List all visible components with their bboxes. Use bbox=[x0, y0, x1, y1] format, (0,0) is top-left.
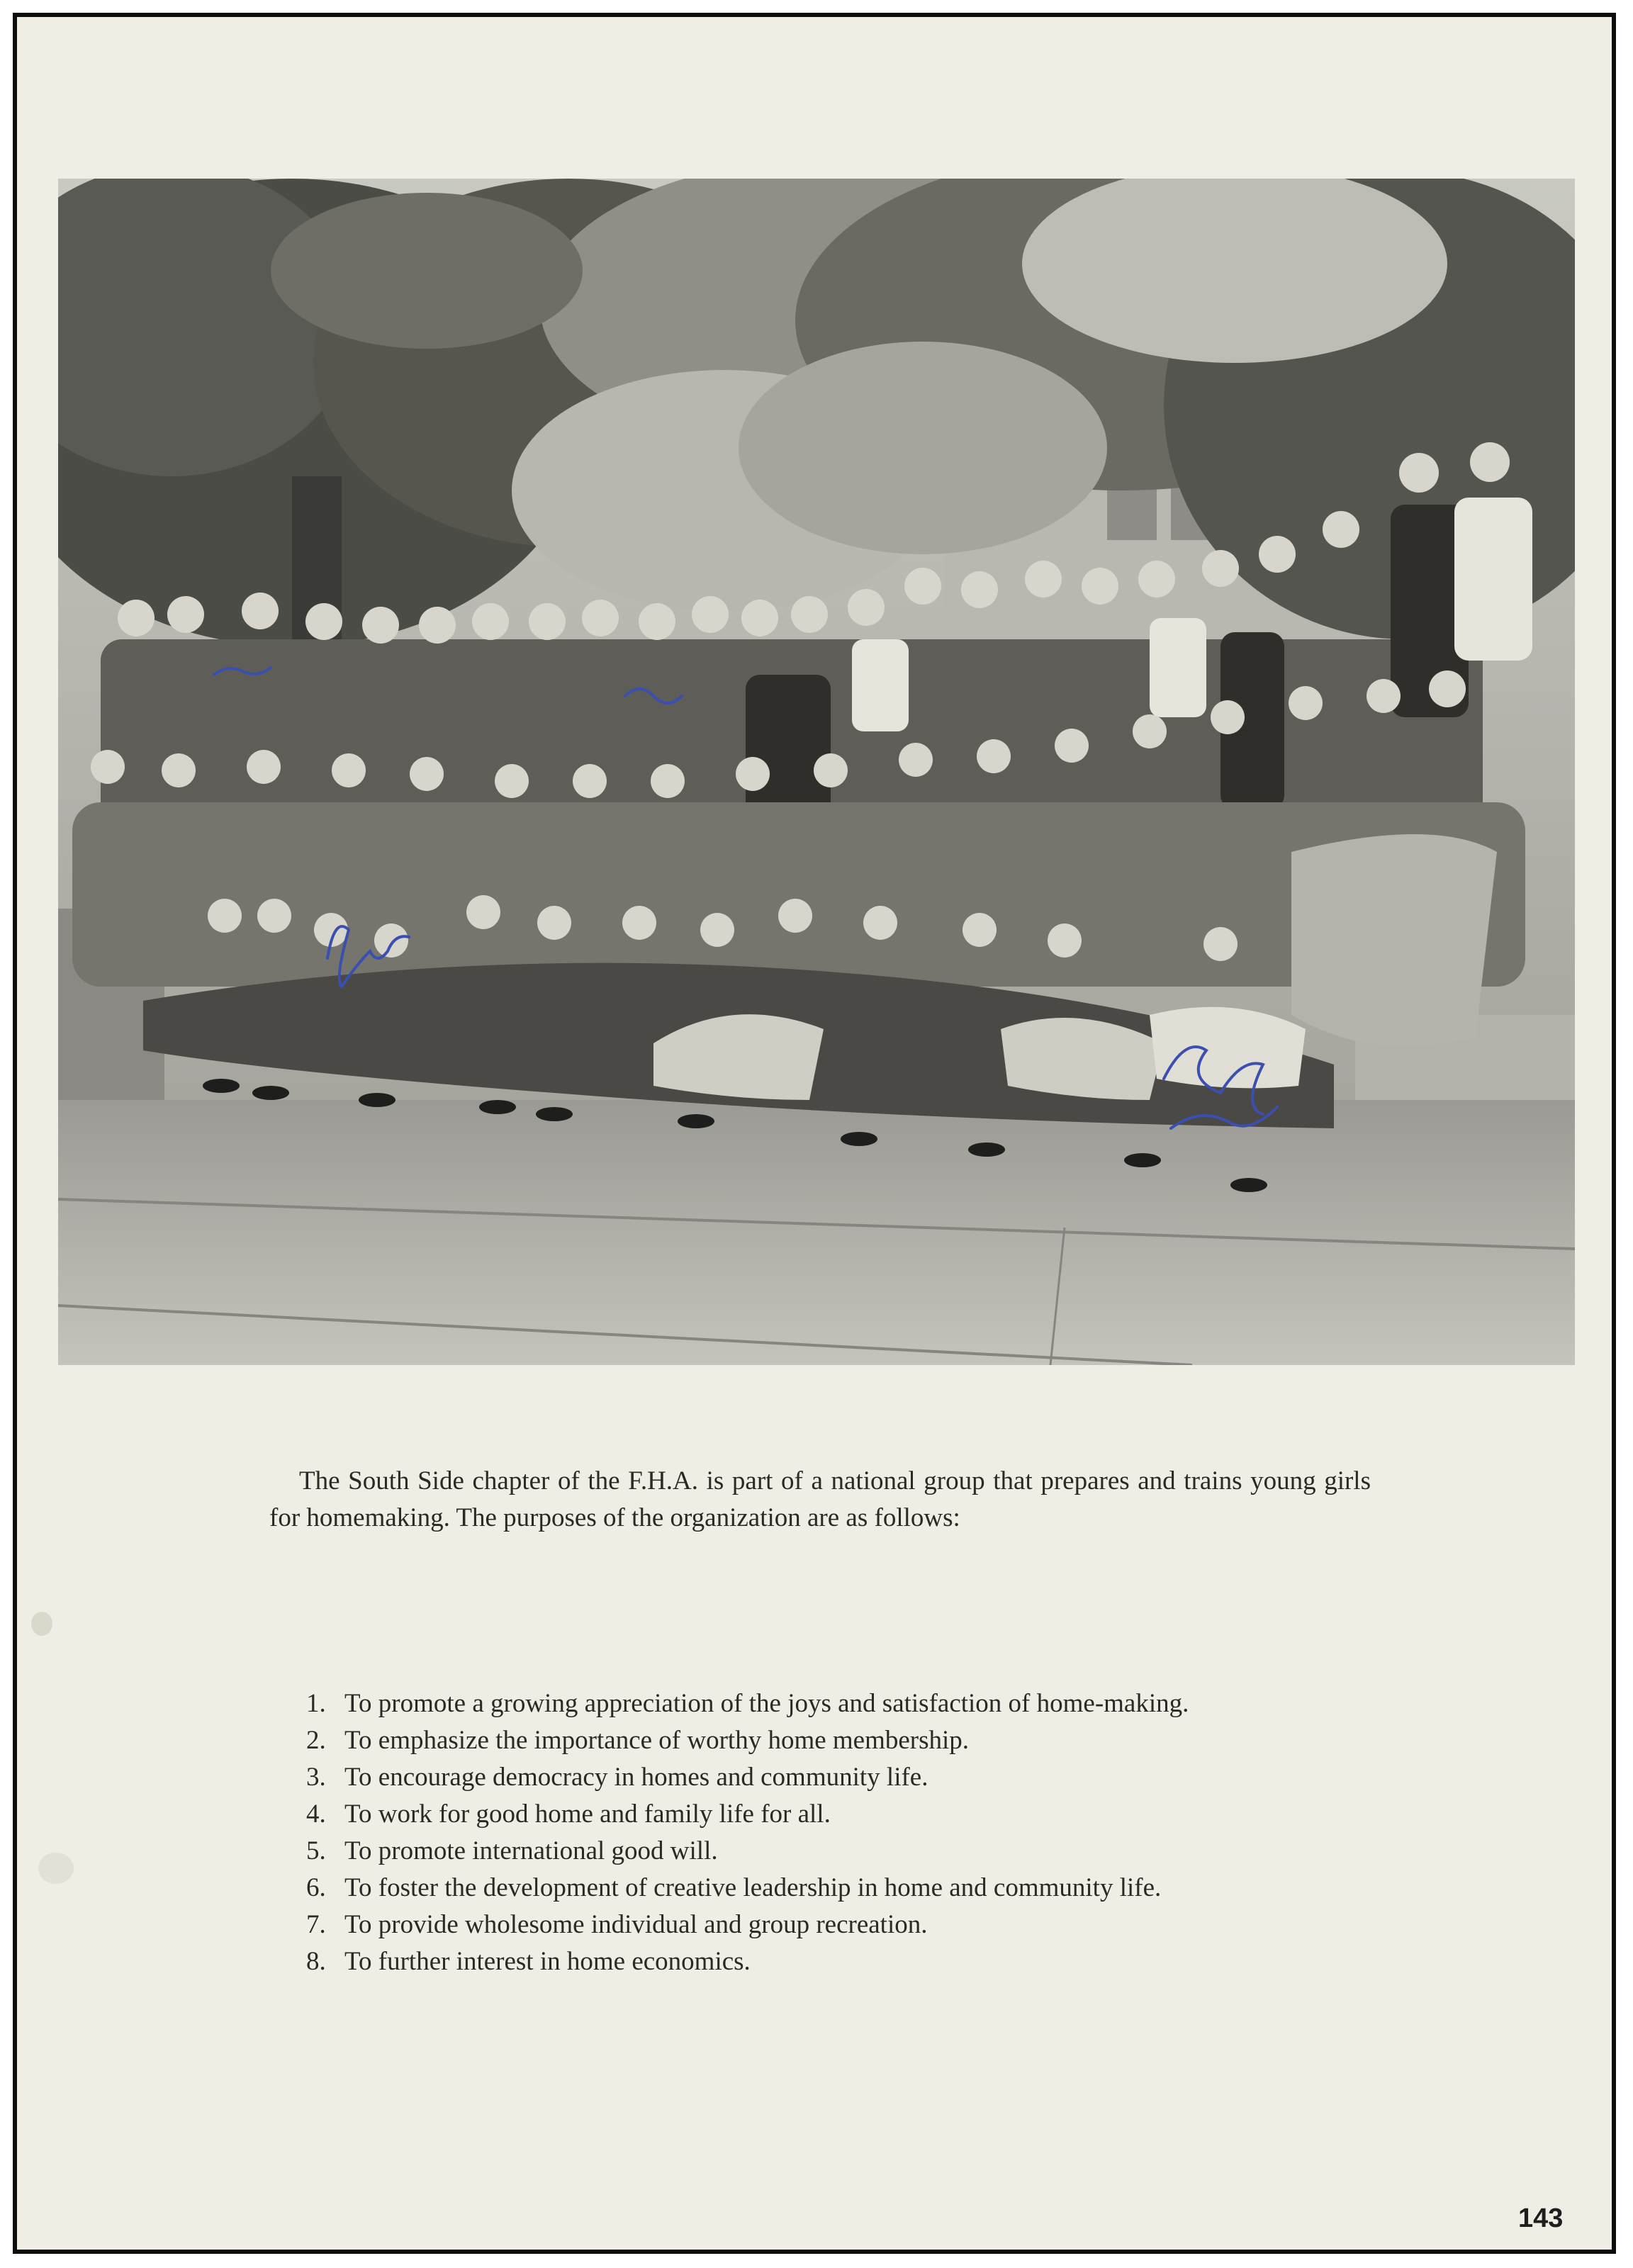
list-item bbox=[306, 1907, 1341, 1943]
group-photo bbox=[58, 179, 1575, 1365]
list-item-number: 2. bbox=[306, 1726, 326, 1755]
list-item bbox=[306, 1685, 1341, 1722]
tree-foliage bbox=[58, 179, 1575, 646]
list-item-number: 6. bbox=[306, 1873, 326, 1902]
list-item bbox=[306, 1722, 1341, 1759]
list-item-number: 5. bbox=[306, 1836, 326, 1865]
list-item-text: To provide wholesome individual and group recreation. bbox=[344, 1910, 928, 1939]
list-item-number: 1. bbox=[306, 1689, 326, 1718]
purposes-list bbox=[306, 1685, 1341, 1980]
list-item-text: To encourage democracy in homes and community life. bbox=[344, 1763, 928, 1792]
list-item-text: To promote international good will. bbox=[344, 1836, 718, 1865]
group-photo-drawing bbox=[58, 179, 1575, 1365]
list-item bbox=[306, 1796, 1341, 1833]
list-item bbox=[306, 1759, 1341, 1796]
list-item-text: To further interest in home economics. bbox=[344, 1947, 751, 1976]
page-number: 143 bbox=[1518, 2204, 1564, 2233]
paper-smudge bbox=[31, 1612, 52, 1636]
list-item-text: To foster the development of creative leadership in home and community life. bbox=[344, 1873, 1162, 1902]
yearbook-page bbox=[13, 13, 1616, 2254]
list-item-number: 7. bbox=[306, 1910, 326, 1939]
list-item-number: 8. bbox=[306, 1947, 326, 1976]
sidewalk bbox=[58, 1100, 1575, 1365]
list-item-number: 3. bbox=[306, 1763, 326, 1792]
paper-smudge bbox=[38, 1853, 74, 1884]
list-item-number: 4. bbox=[306, 1800, 326, 1829]
list-item-text: To promote a growing appreciation of the joys and satisfaction of home-making. bbox=[344, 1689, 1189, 1718]
list-item bbox=[306, 1943, 1341, 1980]
list-item-text: To emphasize the importance of worthy home membership. bbox=[344, 1726, 970, 1755]
list-item bbox=[306, 1870, 1341, 1907]
intro-paragraph: The South Side chapter of the F.H.A. is part of a national group that prepares and trains young girls for homemaking. The purposes of the organization are as follows: bbox=[269, 1466, 1371, 1532]
list-item-text: To work for good home and family life for all. bbox=[344, 1800, 831, 1829]
list-item bbox=[306, 1833, 1341, 1870]
